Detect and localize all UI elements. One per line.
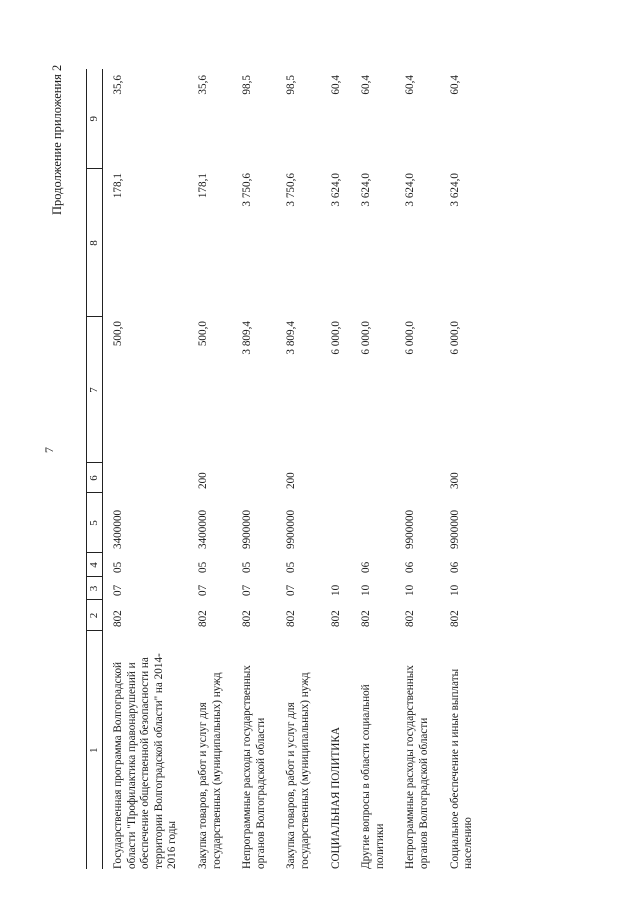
cell-c4: 05 [285, 561, 298, 573]
row-name: Другие вопросы в области социальной политики [360, 684, 386, 869]
cell-c6: 200 [285, 472, 298, 489]
cell-c2: 802 [196, 610, 209, 627]
table-row [397, 69, 441, 869]
cell-c5: 3400000 [112, 509, 124, 549]
table-row [234, 69, 278, 869]
cell-c3: 07 [241, 584, 254, 596]
table-row [442, 69, 486, 869]
cell-c4: 05 [196, 561, 209, 573]
cell-c8: 3 750,6 [285, 173, 298, 207]
cell-c6 [103, 463, 190, 493]
cell-c9: 60,4 [448, 75, 461, 95]
cell-c3: 10 [360, 584, 373, 596]
cell-c7: 3 809,4 [241, 321, 254, 355]
cell-c7: 6 000,0 [448, 321, 461, 355]
row-name: Закупка товаров, работ и услуг для государственных (муниципальных) нужд [285, 672, 311, 869]
cell-c7: 500,0 [112, 321, 124, 347]
cell-c6 [397, 463, 441, 493]
cell-c2: 802 [360, 610, 373, 627]
cell-c5: 9900000 [404, 509, 417, 549]
cell-c6 [234, 463, 278, 493]
column-header: 7 [87, 317, 103, 463]
cell-c4: 06 [360, 561, 373, 573]
cell-c7: 6 000,0 [360, 321, 373, 355]
cell-c8: 178,1 [196, 173, 209, 199]
cell-c8: 3 624,0 [329, 173, 342, 207]
cell-c6: 300 [448, 472, 461, 489]
row-name: Государственная программа Волгоградской области "Профилактика правонарушений и обеспечение общественной безопасности на территории Волгоградской области" на 2014-2016 годы [112, 653, 179, 869]
cell-c6 [353, 463, 397, 493]
cell-c9: 98,5 [285, 75, 298, 95]
cell-c4: 05 [112, 561, 124, 573]
cell-c6: 200 [196, 472, 209, 489]
column-header: 3 [87, 577, 103, 600]
cell-c9: 98,5 [241, 75, 254, 95]
cell-c9: 60,4 [329, 75, 342, 95]
cell-c6 [323, 463, 354, 493]
cell-c2: 802 [329, 610, 342, 627]
cell-c2: 802 [241, 610, 254, 627]
cell-c2: 802 [404, 610, 417, 627]
cell-c3: 07 [285, 584, 298, 596]
cell-c7: 500,0 [196, 321, 209, 347]
table-row [103, 69, 190, 869]
row-name: Социальное обеспечение и иные выплаты населению [448, 668, 475, 869]
cell-c5: 9900000 [241, 509, 254, 549]
cell-c8: 3 624,0 [448, 173, 461, 207]
appendix-caption: Продолжение приложения 2 [50, 64, 64, 215]
column-header: 4 [87, 553, 103, 577]
cell-c2: 802 [112, 610, 124, 627]
row-name: Непрограммные расходы государственных органов Волгоградской области [404, 665, 430, 869]
budget-table [86, 69, 486, 869]
cell-c8: 178,1 [112, 173, 124, 199]
cell-c7: 6 000,0 [404, 321, 417, 355]
cell-c2: 802 [285, 610, 298, 627]
cell-c3: 07 [112, 584, 124, 596]
cell-c5 [353, 493, 397, 553]
cell-c9: 60,4 [404, 75, 417, 95]
table-header-row [87, 69, 103, 869]
column-header: 5 [87, 493, 103, 553]
cell-c4: 05 [241, 561, 254, 573]
cell-c3: 10 [329, 584, 342, 596]
cell-c9: 35,6 [112, 75, 124, 95]
column-header: 8 [87, 169, 103, 317]
column-header: 1 [87, 631, 103, 869]
column-header: 9 [87, 69, 103, 169]
column-header: 2 [87, 600, 103, 631]
row-name: СОЦИАЛЬНАЯ ПОЛИТИКА [329, 727, 342, 869]
cell-c7: 6 000,0 [329, 321, 342, 355]
cell-c7: 3 809,4 [285, 321, 298, 355]
cell-c4 [323, 553, 354, 577]
page-number: 7 [42, 447, 56, 453]
cell-c5: 9900000 [285, 509, 298, 549]
cell-c4: 06 [404, 561, 417, 573]
table-row [353, 69, 397, 869]
cell-c9: 60,4 [360, 75, 373, 95]
cell-c9: 35,6 [196, 75, 209, 95]
cell-c5: 9900000 [448, 509, 461, 549]
cell-c8: 3 624,0 [360, 173, 373, 207]
column-header: 6 [87, 463, 103, 493]
cell-c3: 10 [448, 584, 461, 596]
row-name: Закупка товаров, работ и услуг для государственных (муниципальных) нужд [196, 672, 223, 869]
table-row [278, 69, 322, 869]
cell-c4: 06 [448, 561, 461, 573]
cell-c2: 802 [448, 610, 461, 627]
cell-c3: 07 [196, 584, 209, 596]
cell-c5 [323, 493, 354, 553]
table-row [323, 69, 354, 869]
row-name: Непрограммные расходы государственных органов Волгоградской области [241, 665, 267, 869]
cell-c8: 3 750,6 [241, 173, 254, 207]
cell-c8: 3 624,0 [404, 173, 417, 207]
table-row [190, 69, 234, 869]
cell-c5: 3400000 [196, 509, 209, 549]
cell-c3: 10 [404, 584, 417, 596]
